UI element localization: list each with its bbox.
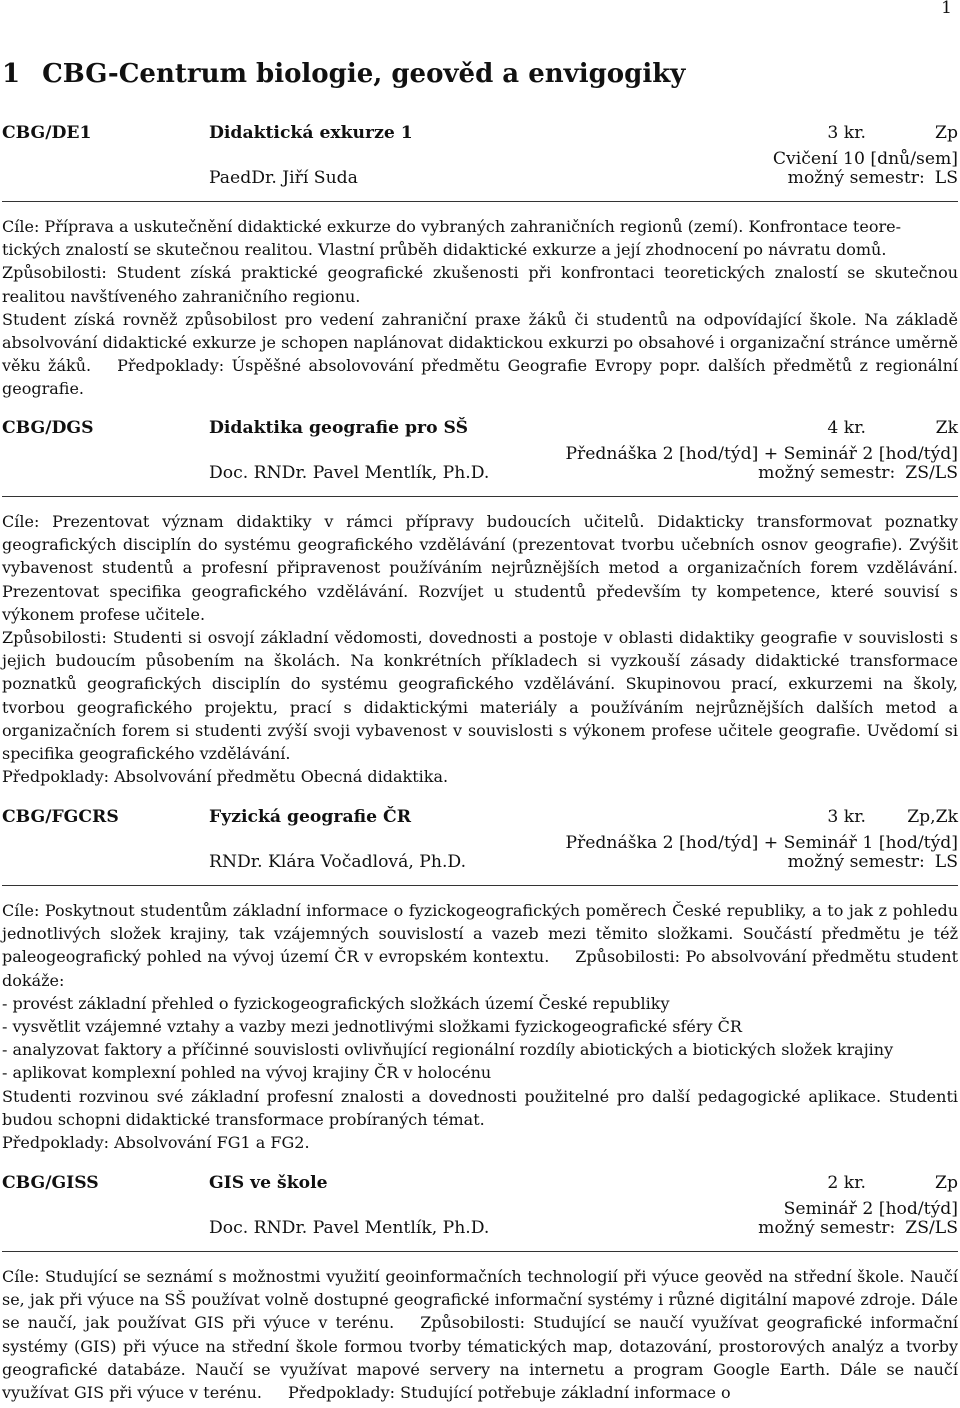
semester-value: LS [934, 852, 958, 872]
course-completion: Zp,Zk [907, 807, 958, 827]
course-credits: 3 kr. [827, 807, 866, 827]
course-credits: 3 kr. [827, 123, 866, 143]
semester-label: možný semestr: [787, 168, 925, 188]
course-description [2, 899, 958, 1154]
course-lecturer: RNDr. Klára Vočadlová, Ph.D. [209, 852, 467, 872]
header-rule [2, 201, 958, 202]
course-cbg-dgs [2, 416, 958, 787]
goals-text: Cíle: Prezentovat význam didaktiky v rámci přípravy budoucích učitelů. Didakticky transformovat poznatky geografických disciplín do systému geografického vzdělávání (prezentovat tvorbu učebních osnov geografie). Zvýšit vybavenost studentů a profesní připravenost používáním nejrůznějších metod a organizačních forem vzdělávání. Prezentovat specifika geografického vzdělávání. Rozvíjet u studentů především ty kompetence, které souvisí s výkonem profese učitele. [2, 512, 958, 624]
course-description [2, 510, 958, 788]
competencies-text-cont: Studenti rozvinou své základní profesní znalosti a dovednosti použitelné pro další pedagogické aplikace. Studenti budou schopni didaktické transformace probíraných témat. [2, 1086, 958, 1129]
course-title: Didaktická exkurze 1 [209, 123, 413, 143]
course-title: Fyzická geografie ČR [209, 807, 411, 827]
course-format: Cvičení 10 [dnů/sem] [772, 149, 958, 169]
competencies-text: Způsobilosti: Studenti si osvojí základní vědomosti, dovednosti a postoje v oblasti didaktiky geografie v souvislosti s jejich budoucím působením na školách. Na konkrétních příkladech si vyzkouší zásady didaktické transformace poznatků geografických disciplín do systému geografického vzdělávání. Skupinovou prací, exkurzemi na školy, tvorbou geografického projektu, prací s didaktickými materiály a používáním nejrůznějších dalších metod a organizačních forem si studenti zvýší svoji vybavenost v souvislosti s výkonem profese učitele geografie. Uvědomí si specifika geografického vzdělávání. [2, 628, 958, 764]
course-lecturer: PaedDr. Jiří Suda [209, 168, 358, 188]
goals-text: Cíle: Studující se seznámí s možnostmi využití geoinformačních technologií při výuce geověd na střední škole. Naučí se, jak při výuce na SŠ používat volně dostupné geografické informační systémy i různé digitální mapové zdroje. Dále se naučí, jak používat GIS při výuce v terénu. [2, 1267, 958, 1333]
page-number: 1 [941, 0, 952, 18]
course-title: GIS ve škole [209, 1173, 328, 1193]
course-cbg-de1 [2, 121, 958, 399]
chapter-heading [2, 58, 685, 90]
header-rule [2, 496, 958, 497]
course-description [2, 215, 958, 401]
semester-value: LS [934, 168, 958, 188]
course-semester [758, 1216, 958, 1242]
goals-text: Cíle: Příprava a uskutečnění didaktické exkurze do vybraných zahraničních regionů (zemí). Konfrontace teore- [2, 217, 901, 236]
semester-value: ZS/LS [905, 463, 958, 483]
list-item: - analyzovat faktory a příčinné souvislosti ovlivňující regionální rozdíly abiotických a biotických složek krajiny [2, 1040, 894, 1060]
course-completion: Zp [935, 1173, 958, 1193]
semester-label: možný semestr: [758, 463, 896, 483]
list-item: - provést základní přehled o fyzickogeografických složkách území České republiky [2, 993, 670, 1013]
chapter-number: 1 [2, 59, 21, 89]
goals-text-cont: tických znalostí se skutečnou realitou. Vlastní průběh didaktické exkurze a její zhodnocení po návratu domů. [2, 240, 887, 260]
prerequisites-text: Předpoklady: Absolvování předmětu Obecná didaktika. [2, 767, 449, 787]
prerequisites-text: Předpoklady: Úspěšné absolovování předmětu Geografie Evropy popr. dalších předmětů z regionální geografie. [2, 356, 958, 399]
semester-value: ZS/LS [905, 1218, 958, 1238]
competencies-text: Způsobilosti: Student získá praktické geografické zkušenosti při konfrontaci teoretických znalostí se skutečnou realitou navštíveného zahraničního regionu. [2, 263, 958, 306]
course-cbg-fgcrs [2, 805, 958, 1153]
course-format: Přednáška 2 [hod/týd] + Seminář 2 [hod/týd] [565, 444, 958, 464]
course-completion: Zk [935, 418, 958, 438]
course-code: CBG/DE1 [2, 123, 92, 143]
course-semester [758, 461, 958, 487]
course-format: Přednáška 2 [hod/týd] + Seminář 1 [hod/týd] [565, 833, 958, 853]
course-code: CBG/FGCRS [2, 807, 119, 827]
prerequisites-text: Předpoklady: Absolvování FG1 a FG2. [2, 1133, 310, 1153]
competencies-text-cont: Student získá rovněž způsobilost pro vedení zahraniční praxe žáků či studentů na odpovídající škole. Na základě absolvování didaktické exkurze je schopen naplánovat didaktickou exkurzi po obsahové i organizační stránce uměrně věku žáků. [2, 309, 958, 376]
semester-label: možný semestr: [758, 1218, 896, 1238]
competencies-text: Způsobilosti: Studující se naučí využívat geografické informační systémy (GIS) při výuce na střední škole formou tvorby tématických map, dotazování, prostorových analýz a tvorby geografické databáze. Naučí se využívat mapové servery na internetu a program Google Earth. Dále se naučí využívat GIS při výuce v terénu. [2, 1313, 959, 1403]
course-header [2, 416, 958, 484]
course-lecturer: Doc. RNDr. Pavel Mentlík, Ph.D. [209, 1218, 490, 1238]
course-description [2, 1265, 958, 1404]
course-cbg-giss [2, 1171, 959, 1403]
course-credits: 4 kr. [827, 418, 866, 438]
chapter-title: CBG-Centrum biologie, geověd a envigogiky [42, 59, 686, 89]
course-format: Seminář 2 [hod/týd] [783, 1199, 958, 1219]
goals-text: Cíle: Poskytnout studentům základní informace o fyzickogeografických poměrech České republiky, a to jak z pohledu jednotlivých složek krajiny, tak vzájemných souvislostí a vazeb mezi těmito složkami. Součástí předmětu je též paleogeografický pohled na vývoj území ČR v evropském kontextu. [2, 901, 958, 967]
header-rule [2, 885, 958, 886]
course-code: CBG/DGS [2, 418, 94, 438]
header-rule [2, 1251, 958, 1252]
course-header [2, 121, 958, 189]
list-item: - vysvětlit vzájemné vztahy a vazby mezi jednotlivými složkami fyzickogeografické sféry ČR [2, 1017, 742, 1037]
course-semester [788, 850, 958, 876]
competencies-intro: Způsobilosti: Po absolvování předmětu student dokáže: [2, 947, 958, 990]
course-semester [788, 166, 958, 192]
course-header [2, 1171, 958, 1239]
semester-label: možný semestr: [787, 852, 925, 872]
course-lecturer: Doc. RNDr. Pavel Mentlík, Ph.D. [209, 463, 490, 483]
course-header [2, 805, 958, 873]
course-title: Didaktika geografie pro SŠ [209, 418, 469, 438]
course-completion: Zp [935, 123, 958, 143]
course-code: CBG/GISS [2, 1173, 99, 1193]
course-credits: 2 kr. [827, 1173, 866, 1193]
list-item: - aplikovat komplexní pohled na vývoj krajiny ČR v holocénu [2, 1063, 492, 1083]
prerequisites-text: Předpoklady: Studující potřebuje základní informace o [288, 1383, 731, 1403]
